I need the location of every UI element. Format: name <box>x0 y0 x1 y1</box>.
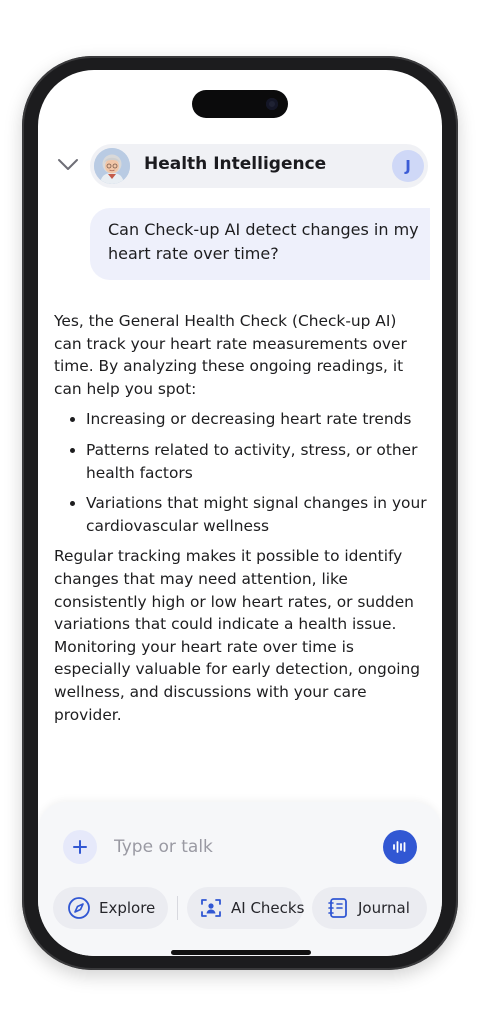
notebook-icon <box>326 896 350 920</box>
scan-person-icon <box>199 896 223 920</box>
list-item: • Variations that might signal changes in your cardiovascular wellness <box>86 492 428 537</box>
list-item: • Increasing or decreasing heart rate trends <box>86 408 428 431</box>
chat-header <box>38 144 442 188</box>
reply-bullet-list <box>54 408 428 537</box>
chip-divider <box>177 896 178 920</box>
user-avatar[interactable]: J <box>392 150 424 182</box>
message-input[interactable] <box>114 832 364 862</box>
reply-intro: Yes, the General Health Check (Check-up AI) can track your heart rate measurements over time. By analyzing these ongoing readings, it can help you spot: <box>54 312 407 398</box>
home-indicator <box>171 950 311 955</box>
chevron-down-icon[interactable] <box>56 152 80 176</box>
plus-icon <box>72 839 88 855</box>
camera-icon <box>266 98 278 110</box>
waveform-icon <box>391 838 409 856</box>
assistant-name: Health Intelligence <box>144 154 327 174</box>
reply-outro: Regular tracking makes it possible to identify changes that may need attention, like consistently high or low heart rates, or sudden variations that could indicate a health issue. Monitoring your heart rate over time is especially valuable for early detection, ongoing wellness, and discussions with your care provider. <box>54 547 421 724</box>
journal-chip[interactable] <box>312 887 427 929</box>
assistant-avatar <box>94 148 130 184</box>
compass-icon <box>67 896 91 920</box>
ai-checks-chip[interactable] <box>187 887 303 929</box>
ai-checks-label: AI Checks <box>231 899 305 917</box>
journal-label: Journal <box>358 899 410 917</box>
explore-label: Explore <box>99 899 156 917</box>
user-message-bubble: Can Check-up AI detect changes in my heart rate over time? <box>90 208 430 280</box>
dynamic-island <box>192 90 288 118</box>
add-attachment-button[interactable] <box>63 830 97 864</box>
assistant-reply <box>54 310 428 726</box>
quick-actions <box>53 887 433 931</box>
explore-chip[interactable] <box>53 887 168 929</box>
composer-panel <box>38 802 442 956</box>
phone-screen <box>38 70 442 956</box>
list-item: • Patterns related to activity, stress, or other health factors <box>86 439 428 484</box>
assistant-selector[interactable] <box>90 144 428 188</box>
voice-input-button[interactable] <box>383 830 417 864</box>
